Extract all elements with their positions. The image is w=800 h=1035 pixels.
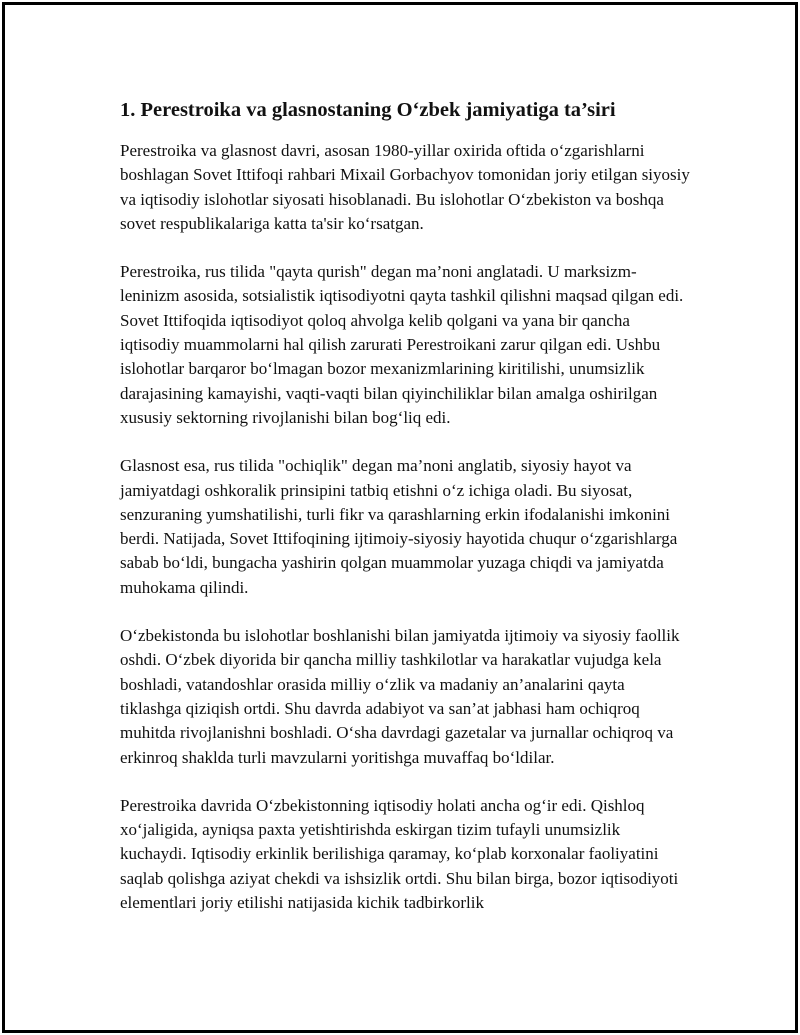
section-heading: 1. Perestroika va glasnostaning O‘zbek jamiyatiga ta’siri	[120, 99, 616, 121]
paragraph-perestroika: Perestroika, rus tilida "qayta qurish" degan ma’noni anglatadi. U marksizm-leninizm asosida, sotsialistik iqtisodiyotni qayta tashkil qilishni maqsad qilgan edi. Sovet Ittifoqida iqtisodiyot qoloq ahvolga kelib qolgani va yana bir qancha iqtisodiy muammolarni hal qilish zarurati Perestroikani zarur qilgan edi. Ushbu islohotlar barqaror bo‘lmagan bozor mexanizmlarining kiritilishi, unumsizlik darajasining kamayishi, vaqti-vaqti bilan qiyinchiliklar bilan amalga oshirilgan xususiy sektorning rivojlanishi bilan bog‘liq edi.	[120, 262, 684, 427]
paragraph-intro: Perestroika va glasnost davri, asosan 1980-yillar oxirida oftida o‘zgarishlarni boshlagan Sovet Ittifoqi rahbari Mixail Gorbachyov tomonidan joriy etilgan siyosiy va iqtisodiy islohotlar siyosati hisoblanadi. Bu islohotlar O‘zbekiston va boshqa sovet respublikalariga katta ta'sir ko‘rsatgan.	[120, 141, 690, 233]
document-body	[120, 97, 690, 939]
paragraph-economy: Perestroika davrida O‘zbekistonning iqtisodiy holati ancha og‘ir edi. Qishloq xo‘jaligida, ayniqsa paxta yetishtirishda eskirgan tizim tufayli unumsizlik kuchaydi. Iqtisodiy erkinlik berilishiga qaramay, ko‘plab korxonalar faoliyatini saqlab qolishga aziyat chekdi va ishsizlik ortdi. Shu bilan birga, bozor iqtisodiyoti elementlari joriy etilishi natijasida kichik tadbirkorlik	[120, 795, 679, 913]
paragraph-uzbekistan-activism: O‘zbekistonda bu islohotlar boshlanishi bilan jamiyatda ijtimoiy va siyosiy faollik oshdi. O‘zbek diyorida bir qancha milliy tashkilotlar va harakatlar vujudga kela boshladi, vatandoshlar orasida milliy o‘zlik va madaniy an’analarini qayta tiklashga qiziqish ortdi. Shu davrda adabiyot va san’at jabhasi ham ochiqroq muhitda rivojlanishni boshladi. O‘sha davrdagi gazetalar va jurnallar ochiqroq va erkinroq shaklda turli mavzularni yoritishga muvaffaq bo‘ldilar.	[120, 626, 680, 767]
document-page	[2, 2, 798, 1033]
paragraph-glasnost: Glasnost esa, rus tilida "ochiqlik" degan ma’noni anglatib, siyosiy hayot va jamiyatdagi oshkoralik prinsipini tatbiq etishni o‘z ichiga oladi. Bu siyosat, senzuraning yumshatilishi, turli fikr va qarashlarning erkin ifodalanishi imkonini berdi. Natijada, Sovet Ittifoqining ijtimoiy-siyosiy hayotida chuqur o‘zgarishlarga sabab bo‘ldi, bungacha yashirin qolgan muammolar yuzaga chiqdi va jamiyatda muhokama qilindi.	[120, 456, 678, 597]
